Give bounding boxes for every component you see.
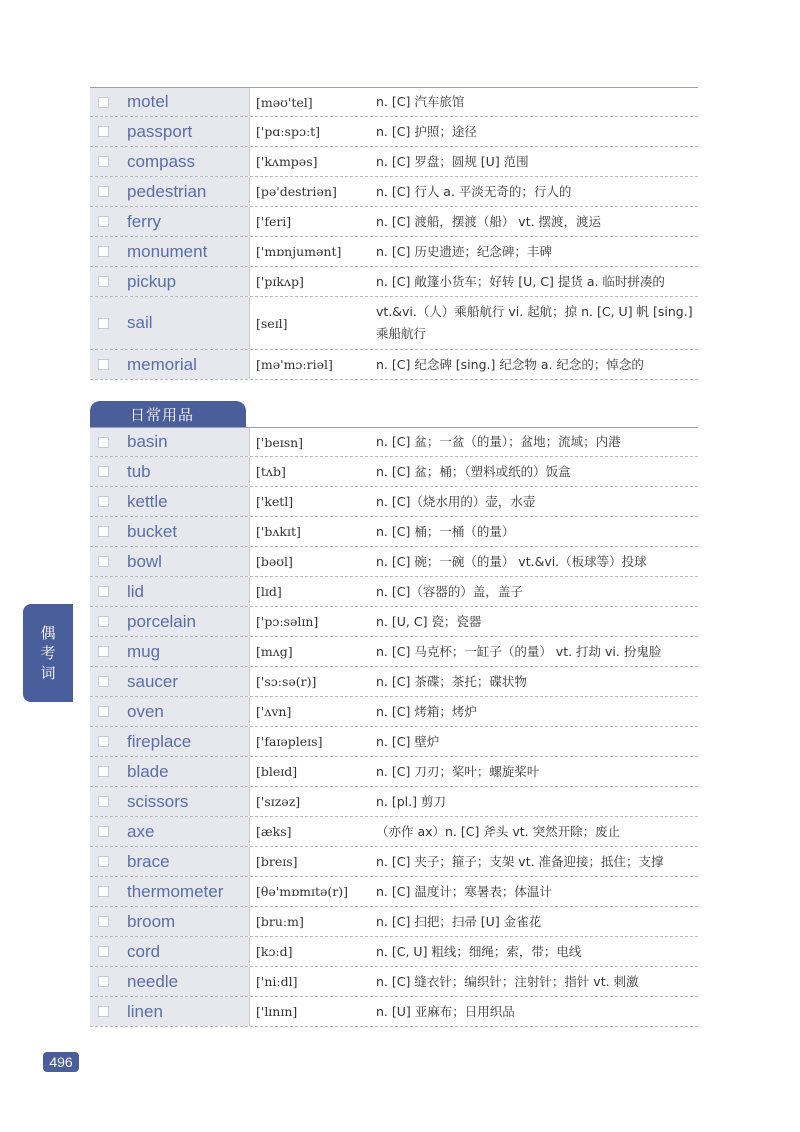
checkbox-icon[interactable] bbox=[98, 216, 109, 227]
checkbox-icon[interactable] bbox=[98, 646, 109, 657]
word-text: porcelain bbox=[127, 611, 196, 631]
word-cell bbox=[90, 937, 250, 966]
word-cell bbox=[90, 997, 250, 1026]
word-cell bbox=[90, 517, 250, 546]
phonetic-cell: ['pɔːsəlɪn] bbox=[256, 614, 319, 629]
phonetic-cell: [məʊ'tel] bbox=[256, 94, 313, 110]
definition-cell: n. [C] 护照；途径 bbox=[376, 123, 477, 139]
word-text: brace bbox=[127, 851, 170, 871]
checkbox-icon[interactable] bbox=[98, 706, 109, 717]
checkbox-icon[interactable] bbox=[98, 616, 109, 627]
phonetic-cell: [θə'mɒmɪtə(r)] bbox=[256, 884, 348, 899]
word-text: cord bbox=[127, 941, 161, 961]
word-text: kettle bbox=[127, 491, 168, 511]
word-text: saucer bbox=[127, 671, 179, 691]
checkbox-icon[interactable] bbox=[98, 586, 109, 597]
definition-cell: n. [C] 罗盘；圆规 [U] 范围 bbox=[376, 153, 529, 169]
vocab-row bbox=[90, 87, 698, 117]
vocab-row bbox=[90, 207, 698, 237]
checkbox-icon[interactable] bbox=[98, 916, 109, 927]
phonetic-cell: ['sɪzəz] bbox=[256, 794, 301, 809]
vocab-row bbox=[90, 117, 698, 147]
definition-cell: n. [C] 行人 a. 平淡无奇的；行人的 bbox=[376, 183, 572, 199]
vocab-row bbox=[90, 997, 698, 1027]
vocab-row bbox=[90, 177, 698, 207]
section-title-daily-items: 日常用品 bbox=[90, 401, 246, 427]
definition-cell: n. [U, C] 瓷；瓷器 bbox=[376, 613, 482, 629]
vocab-row bbox=[90, 577, 698, 607]
definition-cell: n. [C]（烧水用的）壶，水壶 bbox=[376, 493, 536, 509]
phonetic-cell: ['mɒnjumənt] bbox=[256, 244, 342, 259]
checkbox-icon[interactable] bbox=[98, 156, 109, 167]
definition-cell: n. [C] 温度计；寒暑表；体温计 bbox=[376, 883, 552, 899]
checkbox-icon[interactable] bbox=[98, 126, 109, 137]
vocab-row bbox=[90, 457, 698, 487]
word-cell bbox=[90, 637, 250, 666]
vocab-row bbox=[90, 607, 698, 637]
vocab-row bbox=[90, 697, 698, 727]
side-tab-char: 偶 bbox=[40, 624, 56, 642]
word-cell bbox=[90, 297, 250, 349]
vocab-row bbox=[90, 297, 698, 350]
vocab-table-travel bbox=[90, 87, 698, 380]
phonetic-cell: [bleɪd] bbox=[256, 764, 298, 779]
definition-cell: n. [C] 盆；桶；（塑料或纸的）饭盒 bbox=[376, 463, 571, 479]
checkbox-icon[interactable] bbox=[98, 826, 109, 837]
word-cell bbox=[90, 267, 250, 296]
side-tab-char: 考 bbox=[40, 644, 56, 662]
definition-cell: n. [C] 渡船，摆渡（船） vt. 摆渡，渡运 bbox=[376, 213, 602, 229]
definition-cell: n. [C] 纪念碑 [sing.] 纪念物 a. 纪念的；悼念的 bbox=[376, 356, 644, 372]
word-cell bbox=[90, 757, 250, 786]
vocab-row bbox=[90, 267, 698, 297]
vocab-row bbox=[90, 967, 698, 997]
phonetic-cell: [bruːm] bbox=[256, 914, 304, 929]
phonetic-cell: ['feri] bbox=[256, 214, 292, 229]
definition-cell: n. [C, U] 粗线；细绳；索，带；电线 bbox=[376, 943, 582, 959]
definition-cell: n. [U] 亚麻布；日用织品 bbox=[376, 1003, 515, 1019]
vocab-row bbox=[90, 907, 698, 937]
checkbox-icon[interactable] bbox=[98, 946, 109, 957]
word-cell bbox=[90, 177, 250, 206]
word-text: sail bbox=[127, 313, 153, 332]
definition-cell: n. [C] 刀刃；桨叶；螺旋桨叶 bbox=[376, 763, 540, 779]
vocab-row bbox=[90, 667, 698, 697]
vocab-row bbox=[90, 817, 698, 847]
checkbox-icon[interactable] bbox=[98, 886, 109, 897]
checkbox-icon[interactable] bbox=[98, 359, 109, 370]
word-text: basin bbox=[127, 432, 168, 451]
vocab-row bbox=[90, 847, 698, 877]
word-cell bbox=[90, 147, 250, 176]
definition-cell: n. [C] 马克杯；一缸子（的量） vt. 打劫 vi. 扮鬼脸 bbox=[376, 643, 662, 659]
checkbox-icon[interactable] bbox=[98, 676, 109, 687]
vocab-row bbox=[90, 237, 698, 267]
phonetic-cell: ['kʌmpəs] bbox=[256, 154, 318, 169]
word-cell bbox=[90, 207, 250, 236]
word-text: tub bbox=[127, 461, 151, 481]
vocab-row bbox=[90, 787, 698, 817]
definition-cell: n. [C] 扫把；扫帚 [U] 金雀花 bbox=[376, 913, 542, 929]
word-text: oven bbox=[127, 701, 164, 721]
definition-cell: n. [C] 缝衣针；编织针；注射针；指针 vt. 刺激 bbox=[376, 973, 639, 989]
vocab-row bbox=[90, 757, 698, 787]
definition-cell: vt.&vi.（人）乘船航行 vi. 起航；掠 n. [C, U] 帆 [sing.] 乘船航行 bbox=[376, 304, 693, 341]
checkbox-icon[interactable] bbox=[98, 186, 109, 197]
phonetic-cell: [bəʊl] bbox=[256, 554, 293, 569]
checkbox-icon[interactable] bbox=[98, 276, 109, 287]
word-text: lid bbox=[127, 581, 145, 601]
phonetic-cell: ['ketl] bbox=[256, 494, 294, 509]
word-text: linen bbox=[127, 1001, 163, 1021]
definition-cell: n. [C] 盆；一盆（的量）；盆地；流域；内港 bbox=[376, 434, 621, 449]
definition-cell: n. [C] 碗；一碗（的量） vt.&vi.（板球等）投球 bbox=[376, 553, 647, 569]
vocab-row bbox=[90, 637, 698, 667]
word-cell bbox=[90, 817, 250, 846]
definition-cell: （亦作 ax）n. [C] 斧头 vt. 突然开除；废止 bbox=[376, 823, 621, 839]
word-cell bbox=[90, 967, 250, 996]
word-text: monument bbox=[127, 241, 208, 261]
word-text: scissors bbox=[127, 791, 189, 811]
word-cell bbox=[90, 428, 250, 456]
word-text: blade bbox=[127, 761, 169, 781]
definition-cell: n. [C] 历史遗迹；纪念碑；丰碑 bbox=[376, 243, 552, 259]
checkbox-icon[interactable] bbox=[98, 437, 109, 448]
definition-cell: n. [C] 汽车旅馆 bbox=[376, 94, 465, 109]
definition-cell: n. [C] 烤箱；烤炉 bbox=[376, 703, 477, 719]
word-cell bbox=[90, 350, 250, 379]
word-cell bbox=[90, 607, 250, 636]
side-tab-label bbox=[23, 604, 73, 702]
vocab-row bbox=[90, 350, 698, 380]
word-cell bbox=[90, 697, 250, 726]
phonetic-cell: [breɪs] bbox=[256, 854, 298, 869]
word-cell bbox=[90, 727, 250, 756]
word-cell bbox=[90, 487, 250, 516]
definition-cell: n. [pl.] 剪刀 bbox=[376, 793, 446, 809]
word-text: mug bbox=[127, 641, 161, 661]
word-text: bucket bbox=[127, 521, 178, 541]
phonetic-cell: ['faɪəpleɪs] bbox=[256, 734, 323, 749]
phonetic-cell: [seɪl] bbox=[256, 315, 288, 331]
checkbox-icon[interactable] bbox=[98, 556, 109, 567]
checkbox-icon[interactable] bbox=[98, 856, 109, 867]
phonetic-cell: ['bʌkɪt] bbox=[256, 524, 301, 539]
word-text: pickup bbox=[127, 271, 177, 291]
word-cell bbox=[90, 847, 250, 876]
word-cell bbox=[90, 457, 250, 486]
checkbox-icon[interactable] bbox=[98, 526, 109, 537]
word-text: compass bbox=[127, 151, 196, 171]
word-cell bbox=[90, 547, 250, 576]
vocab-row bbox=[90, 487, 698, 517]
definition-cell: n. [C] 夹子；箍子；支架 vt. 准备迎接；抵住；支撑 bbox=[376, 853, 664, 869]
definition-cell: n. [C] 桶；一桶（的量） bbox=[376, 523, 515, 539]
phonetic-cell: ['pɑːspɔːt] bbox=[256, 124, 321, 139]
word-text: passport bbox=[127, 121, 193, 141]
phonetic-cell: [kɔːd] bbox=[256, 944, 293, 959]
word-text: ferry bbox=[127, 211, 161, 231]
vocab-row bbox=[90, 547, 698, 577]
checkbox-icon[interactable] bbox=[98, 97, 109, 108]
vocab-row bbox=[90, 517, 698, 547]
word-text: thermometer bbox=[127, 881, 224, 901]
definition-cell: n. [C] 敞篷小货车；好转 [U, C] 提货 a. 临时拼凑的 bbox=[376, 273, 665, 289]
vocab-row bbox=[90, 147, 698, 177]
word-cell bbox=[90, 877, 250, 906]
phonetic-cell: ['lɪnɪn] bbox=[256, 1004, 298, 1019]
word-cell bbox=[90, 117, 250, 146]
word-text: axe bbox=[127, 821, 155, 841]
phonetic-cell: ['ʌvn] bbox=[256, 704, 292, 719]
checkbox-icon[interactable] bbox=[98, 496, 109, 507]
page-number: 496 bbox=[43, 1052, 79, 1072]
word-text: pedestrian bbox=[127, 181, 207, 201]
checkbox-icon[interactable] bbox=[98, 1006, 109, 1017]
phonetic-cell: [mʌg] bbox=[256, 644, 293, 659]
definition-cell: n. [C] 壁炉 bbox=[376, 733, 440, 749]
word-text: memorial bbox=[127, 354, 197, 374]
word-text: bowl bbox=[127, 551, 162, 571]
checkbox-icon[interactable] bbox=[98, 246, 109, 257]
phonetic-cell: ['sɔːsə(r)] bbox=[256, 674, 317, 689]
checkbox-icon[interactable] bbox=[98, 736, 109, 747]
word-cell bbox=[90, 787, 250, 816]
checkbox-icon[interactable] bbox=[98, 466, 109, 477]
definition-cell: n. [C]（容器的）盖，盖子 bbox=[376, 583, 523, 599]
vocab-row bbox=[90, 937, 698, 967]
phonetic-cell: ['pɪkʌp] bbox=[256, 274, 304, 289]
phonetic-cell: [æks] bbox=[256, 824, 292, 839]
phonetic-cell: ['beɪsn] bbox=[256, 434, 304, 450]
phonetic-cell: [lɪd] bbox=[256, 584, 282, 599]
checkbox-icon[interactable] bbox=[98, 976, 109, 987]
vocab-table-daily-items bbox=[90, 427, 698, 1027]
vocab-row bbox=[90, 727, 698, 757]
phonetic-cell: [mə'mɔːriəl] bbox=[256, 357, 333, 372]
definition-cell: n. [C] 茶碟；茶托；碟状物 bbox=[376, 673, 527, 689]
checkbox-icon[interactable] bbox=[98, 796, 109, 807]
word-text: motel bbox=[127, 92, 169, 111]
word-text: needle bbox=[127, 971, 179, 991]
checkbox-icon[interactable] bbox=[98, 766, 109, 777]
phonetic-cell: [tʌb] bbox=[256, 464, 286, 479]
word-cell bbox=[90, 577, 250, 606]
word-cell bbox=[90, 907, 250, 936]
word-cell bbox=[90, 88, 250, 116]
phonetic-cell: ['niːdl] bbox=[256, 974, 298, 989]
vocab-row bbox=[90, 877, 698, 907]
word-cell bbox=[90, 667, 250, 696]
checkbox-icon[interactable] bbox=[98, 318, 109, 329]
side-tab-char: 词 bbox=[40, 664, 56, 682]
vocab-row bbox=[90, 427, 698, 457]
word-text: fireplace bbox=[127, 731, 192, 751]
word-cell bbox=[90, 237, 250, 266]
phonetic-cell: [pə'destriən] bbox=[256, 184, 337, 199]
word-text: broom bbox=[127, 911, 176, 931]
